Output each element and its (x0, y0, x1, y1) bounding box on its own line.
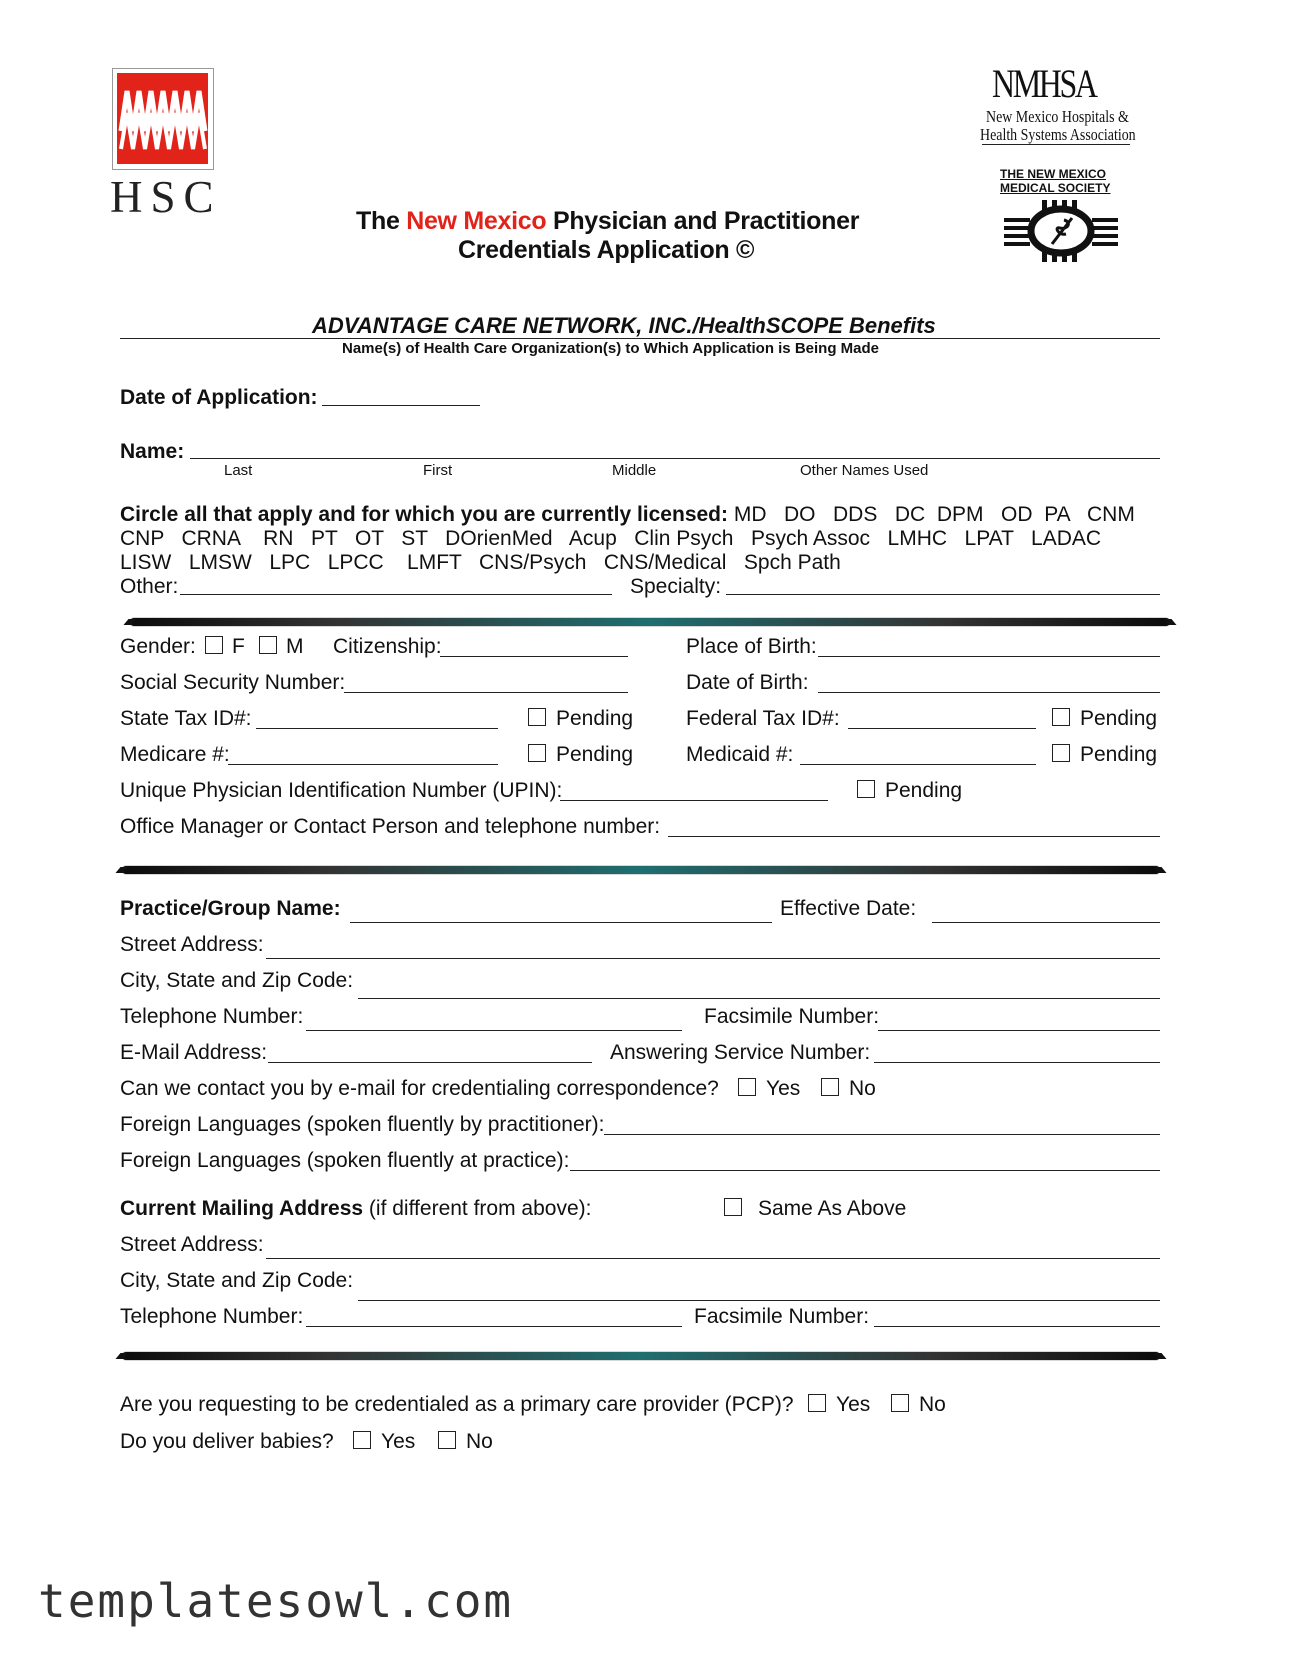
name-sub-middle: Middle (612, 462, 657, 479)
practice-telephone-label: Telephone Number: (120, 1005, 304, 1028)
mailing-address-heading (120, 1198, 591, 1219)
upin-pending-label: Pending (885, 779, 963, 802)
federal-tax-label: Federal Tax ID#: (686, 707, 840, 730)
name-label: Name: (120, 440, 185, 463)
state-tax-pending-label: Pending (556, 707, 634, 730)
medicaid-field[interactable] (800, 764, 1036, 765)
nmms-logo-line1: THE NEW MEXICO (1000, 167, 1107, 181)
pcp-question: Are you requesting to be credentialed as a primary care provider (PCP)? (120, 1393, 794, 1416)
federal-tax-pending-checkbox[interactable] (1052, 708, 1070, 726)
pcp-no-checkbox[interactable] (891, 1394, 909, 1412)
other-license-field[interactable] (180, 594, 612, 595)
medicaid-pending-checkbox[interactable] (1052, 744, 1070, 762)
place-of-birth-field[interactable] (818, 656, 1160, 657)
date-of-application-label: Date of Application: (120, 386, 318, 409)
section-divider-2 (122, 866, 1160, 874)
same-as-above-label: Same As Above (758, 1197, 907, 1220)
mailing-street-field[interactable] (266, 1258, 1160, 1259)
same-as-above-checkbox[interactable] (724, 1198, 742, 1216)
organization-caption: Name(s) of Health Care Organization(s) to Which Application is Being Made (342, 340, 879, 357)
effective-date-label: Effective Date: (780, 897, 917, 920)
nmhsa-logo-abbrev: NMHSA (992, 61, 1096, 106)
state-tax-pending-checkbox[interactable] (528, 708, 546, 726)
answering-service-field[interactable] (874, 1062, 1160, 1063)
hsc-logo-mark (113, 69, 212, 168)
specialty-field[interactable] (726, 594, 1160, 595)
section-divider-1 (130, 618, 1170, 626)
federal-tax-field[interactable] (848, 728, 1036, 729)
dob-field[interactable] (818, 692, 1160, 693)
languages-practice-label: Foreign Languages (spoken fluently at practice): (120, 1149, 570, 1172)
babies-no-checkbox[interactable] (438, 1431, 456, 1449)
mailing-address-label: Current Mailing Address (120, 1197, 364, 1220)
hsc-logo-text: HSC (110, 172, 222, 222)
medicare-field[interactable] (228, 764, 498, 765)
license-options-2[interactable]: CNP CRNA RN PT OT ST DOrienMed Acup Clin Psych Psych Assoc LMHC LPAT LADAC (120, 527, 1102, 550)
mailing-street-label: Street Address: (120, 1233, 264, 1256)
citizenship-label: Citizenship: (333, 635, 442, 658)
licenses-line1 (120, 504, 1135, 525)
pcp-yes-checkbox[interactable] (808, 1394, 826, 1412)
ssn-field[interactable] (344, 692, 628, 693)
mailing-fax-field[interactable] (874, 1326, 1160, 1327)
pcp-no-label: No (919, 1393, 946, 1416)
mailing-fax-label: Facsimile Number: (694, 1305, 870, 1328)
title-highlight: New Mexico (406, 207, 547, 235)
effective-date-field[interactable] (932, 922, 1160, 923)
medicaid-pending-label: Pending (1080, 743, 1158, 766)
citizenship-field[interactable] (440, 656, 628, 657)
practice-email-field[interactable] (268, 1062, 592, 1063)
nmhsa-logo-line2: Health Systems Association (980, 125, 1136, 144)
nmhsa-logo-line1: New Mexico Hospitals & (986, 107, 1129, 126)
medicare-pending-checkbox[interactable] (528, 744, 546, 762)
practice-street-field[interactable] (266, 958, 1160, 959)
answering-service-label: Answering Service Number: (610, 1041, 871, 1064)
languages-practitioner-field[interactable] (604, 1134, 1160, 1135)
organization-name: ADVANTAGE CARE NETWORK, INC./HealthSCOPE Benefits (312, 313, 936, 338)
babies-yes-checkbox[interactable] (353, 1431, 371, 1449)
dob-label: Date of Birth: (686, 671, 809, 694)
section-divider-3 (122, 1352, 1160, 1360)
gender-female-checkbox[interactable] (205, 636, 223, 654)
practice-city-label: City, State and Zip Code: (120, 969, 354, 992)
gender-male-checkbox[interactable] (259, 636, 277, 654)
mailing-telephone-label: Telephone Number: (120, 1305, 304, 1328)
hsc-logo (112, 68, 214, 170)
practice-group-name-field[interactable] (350, 922, 772, 923)
practice-fax-field[interactable] (878, 1030, 1160, 1031)
upin-field[interactable] (560, 800, 828, 801)
gender-label: Gender: (120, 635, 196, 658)
medicaid-label: Medicaid #: (686, 743, 794, 766)
date-of-application-field[interactable] (322, 405, 480, 406)
practice-street-label: Street Address: (120, 933, 264, 956)
mailing-telephone-field[interactable] (306, 1326, 682, 1327)
gender-male-label: M (286, 635, 304, 658)
place-of-birth-label: Place of Birth: (686, 635, 817, 658)
nmms-logo-line2: MEDICAL SOCIETY (1000, 181, 1111, 195)
name-sub-first: First (423, 462, 453, 479)
state-tax-label: State Tax ID#: (120, 707, 252, 730)
page-title-line2: Credentials Application © (458, 236, 755, 264)
specialty-label: Specialty: (630, 575, 722, 598)
name-sub-last: Last (224, 462, 253, 479)
licenses-label: Circle all that apply and for which you are currently licensed: (120, 503, 728, 526)
other-license-label: Other: (120, 575, 179, 598)
practice-group-name-label: Practice/Group Name: (120, 897, 341, 920)
ssn-label: Social Security Number: (120, 671, 346, 694)
license-options-1[interactable]: MD DO DDS DC DPM OD PA CNM (733, 503, 1135, 526)
medicare-pending-label: Pending (556, 743, 634, 766)
watermark: templatesowl.com (38, 1574, 514, 1628)
email-contact-yes-label: Yes (766, 1077, 801, 1100)
license-options-3[interactable]: LISW LMSW LPC LPCC LMFT CNS/Psych CNS/Medical Spch Path (120, 551, 841, 574)
title-pre: The (356, 207, 407, 235)
contact-person-field[interactable] (668, 836, 1160, 837)
upin-label: Unique Physician Identification Number (UPIN): (120, 779, 563, 802)
pcp-yes-label: Yes (836, 1393, 871, 1416)
mailing-city-field[interactable] (358, 1300, 1160, 1301)
contact-person-label: Office Manager or Contact Person and telephone number: (120, 815, 661, 838)
languages-practitioner-label: Foreign Languages (spoken fluently by practitioner): (120, 1113, 605, 1136)
practice-fax-label: Facsimile Number: (704, 1005, 880, 1028)
babies-no-label: No (466, 1430, 493, 1453)
email-contact-no-checkbox[interactable] (821, 1078, 839, 1096)
practice-telephone-field[interactable] (306, 1030, 682, 1031)
email-contact-yes-checkbox[interactable] (738, 1078, 756, 1096)
practice-city-field[interactable] (358, 998, 1160, 999)
email-contact-question: Can we contact you by e-mail for credentialing correspondence? (120, 1077, 719, 1100)
title-post: Physician and Practitioner (546, 207, 860, 235)
name-field[interactable] (190, 458, 1160, 459)
name-sub-other: Other Names Used (800, 462, 929, 479)
page-title-line1 (356, 209, 859, 234)
mailing-city-label: City, State and Zip Code: (120, 1269, 354, 1292)
mailing-address-note: (if different from above): (363, 1197, 592, 1220)
gender-female-label: F (232, 635, 245, 658)
upin-pending-checkbox[interactable] (857, 780, 875, 798)
zia-symbol-icon (1002, 198, 1120, 264)
babies-yes-label: Yes (381, 1430, 416, 1453)
email-contact-no-label: No (849, 1077, 876, 1100)
practice-email-label: E-Mail Address: (120, 1041, 268, 1064)
nmhsa-logo-rule (982, 144, 1130, 145)
state-tax-field[interactable] (256, 728, 498, 729)
deliver-babies-question: Do you deliver babies? (120, 1430, 334, 1453)
languages-practice-field[interactable] (570, 1170, 1160, 1171)
organization-line[interactable] (120, 338, 1160, 339)
medicare-label: Medicare #: (120, 743, 230, 766)
federal-tax-pending-label: Pending (1080, 707, 1158, 730)
